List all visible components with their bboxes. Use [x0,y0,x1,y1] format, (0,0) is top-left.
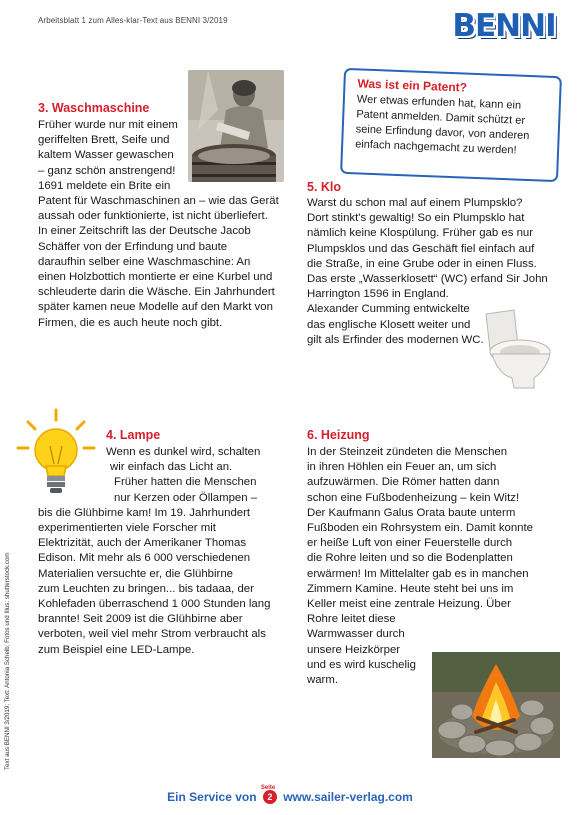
text-line: daraufhin selber eine Waschmaschine: An [38,255,251,268]
text-line: Wer etwas erfunden hat, kann ein [356,93,522,112]
text-line: die Rohre leiten und so die Bodenplatten [307,552,513,565]
text-line: Plumpsklos und das Geschäft fiel einfach auf [307,242,535,255]
publisher-link[interactable]: www.sailer-verlag.com [283,790,413,804]
logo-text: BENNI [452,8,556,44]
text-line: aussah oder funktionierte, ist nicht überliefert. [38,210,268,223]
section-5-title: 5. Klo [307,180,342,194]
text-line: Elektrizität, auch der Amerikaner Thomas [38,537,247,550]
text-line: und es wird kuschelig [307,658,416,671]
patent-info-box-frame [340,68,562,182]
footer-prefix: Ein Service von [167,790,257,804]
section-3-title: 3. Waschmaschine [38,101,150,115]
text-line: 1691 meldete ein Brite ein [38,179,171,192]
text-line: aufzuwärmen. Die Römer hatten dann [307,476,500,489]
text-line: Schäffer von der Erfindung und baute [38,240,228,253]
text-line: In der Steinzeit zündeten die Menschen [307,446,508,458]
text-line: Alexander Cumming entwickelte [307,303,470,316]
footer [0,784,580,805]
text-line: Rohre leitet diese [307,613,396,626]
text-line: Zimmern Kamine. Heute steht bei uns im [307,582,514,595]
text-line: das englische Klosett weiter und [307,318,471,331]
text-line: Kohlefaden überraschend 1 000 Stunden lang [38,598,271,611]
text-line: Das erste „Wasserklosett“ (WC) erfand Sir John [307,273,548,286]
text-line: In einer Zeitschrift las der Deutsche Jacob [38,225,251,238]
text-line: verboten, weil viel mehr Strom verbraucht als [38,628,266,641]
text-line: in ihren Höhlen ein Feuer an, um sich [307,461,497,474]
text-line: Patent für Waschmaschinen an – wie das Gerät [38,195,279,208]
text-line: experimentierten viele Forscher mit [38,522,216,535]
text-line: Harrington 1596 in England. [307,288,449,301]
toilet-illustration [478,308,558,390]
text-line: nur Kerzen oder Öllampen – [114,491,258,504]
text-line: kaltem Wasser gewaschen [38,149,174,162]
text-line: Dort stinkt's gewaltig! So ein Plumpsklo hat [307,212,525,225]
patent-box-title: Was ist ein Patent? [357,76,468,95]
text-line: Fußboden ein Rohrsystem ein. Damit konnte [307,522,534,535]
text-line: Früher hatten die Menschen [114,476,257,489]
text-line: nämlich keine Klospülung. Früher gab es nur [307,227,534,240]
text-line: schon eine Fußbodenheizung – kein Witz! [307,491,520,504]
text-line: Warst du schon mal auf einem Plumpsklo? [307,197,523,209]
text-line: bis die Glühbirne kam! Im 19. Jahrhundert [38,506,251,519]
text-line: seine Erfindung davor, von anderen [355,123,530,143]
text-line: Patent anmelden. Damit schützt er [356,108,526,127]
page-number-badge [260,784,277,804]
section-4-title: 4. Lampe [106,428,161,442]
text-line: Früher wurde nur mit einem [38,119,178,131]
text-line: einen Holzbottich montierte er eine Kurbel und [38,271,273,284]
text-line: Warmwasser durch [307,628,405,641]
section-6-title: 6. Heizung [307,428,370,442]
text-line: zum Leuchten zu bringen... bis tadaaa, der [38,582,254,595]
worksheet-header: Arbeitsblatt 1 zum Alles-klar-Text aus BENNI 3/2019 [38,16,228,25]
text-line: warm. [307,674,339,687]
section-4-body [38,445,270,658]
text-line: – ganz schön anstrengend! [38,164,176,177]
patent-info-box [342,72,564,178]
photo-credit-vertical [4,540,16,770]
text-line: später kamen neue Modelle auf den Markt von [38,301,273,314]
text-line: Der Kaufmann Galus Orata baute unterm [307,506,516,519]
text-line: Edison. Mit mehr als 6 000 verschiedenen [38,552,251,565]
text-line: brannte! Seit 2009 ist die Glühbirne aber [38,613,243,626]
text-line: unsere Heizkörper [307,643,401,656]
photo-credit-text: Text aus BENNI 3/2019; Text: Antonia Scheib; Fotos und Illus: shutterstock.com [4,552,11,770]
page-number: 2 [267,791,273,802]
patent-box-body [355,92,531,159]
text-line: Materialien versuchte er, die Glühbirne [38,567,234,580]
text-line: geriffelten Brett, Seife und [38,134,170,147]
campfire-photo [432,652,560,758]
text-line: Keller meist eine zentrale Heizung. Über [307,598,511,611]
text-line: einfach nachgemacht zu werden! [354,138,517,157]
text-line: erwärmen! Im Mittelalter gab es in manchen [307,567,529,580]
text-line: die Straße, in eine Grube oder in einen Fluss. [307,257,537,270]
text-line: gilt als Erfinder des modernen WC. [307,333,484,346]
text-line: wir einfach das Licht an. [110,461,233,474]
text-line: Firmen, die es auch heute noch gibt. [38,316,223,329]
benni-logo [452,6,556,46]
text-line: zum Beispiel eine LED-Lampe. [38,643,195,656]
page-label: Seite [260,784,276,791]
text-line: schleuderte darin die Wäsche. Ein Jahrhundert [38,286,275,299]
text-line: Wenn es dunkel wird, schalten [106,446,261,458]
text-line: er heiße Luft von einer Feuerstelle durch [307,537,513,550]
washing-woman-photo [188,70,284,182]
